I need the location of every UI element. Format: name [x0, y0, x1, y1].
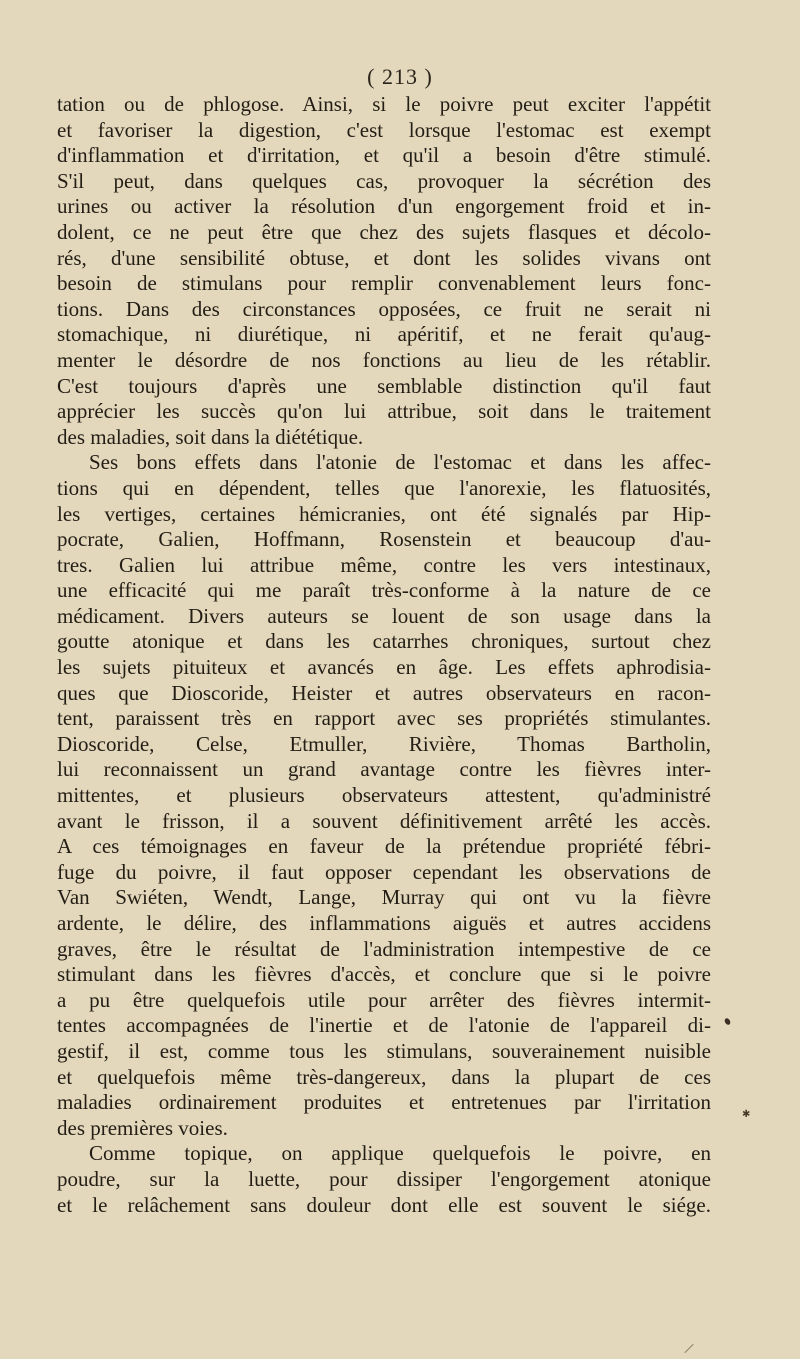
text-line: tions. Dans des circonstances opposées, ce fruit ne serait ni — [57, 296, 711, 321]
text-line: et quelquefois même très-dangereux, dans la plupart de ces — [57, 1064, 711, 1089]
text-line: S'il peut, dans quelques cas, provoquer la sécrétion des — [57, 168, 711, 193]
text-line: A ces témoignages en faveur de la prétendue propriété fébri- — [57, 834, 711, 859]
text-line: mittentes, et plusieurs observateurs attestent, qu'administré — [57, 783, 711, 808]
text-line: et favoriser la digestion, c'est lorsque l'estomac est exempt — [57, 117, 711, 142]
text-line: menter le désordre de nos fonctions au lieu de les rétablir. — [57, 347, 711, 372]
text-line: apprécier les succès qu'on lui attribue, soit dans le traitement — [57, 399, 711, 424]
text-line: des maladies, soit dans la diététique. — [57, 424, 364, 449]
text-line: avant le frisson, il a souvent définitivement arrêté les accès. — [57, 808, 711, 833]
text-line: tentes accompagnées de l'inertie et de l'atonie de l'appareil di- — [57, 1013, 711, 1038]
ink-blot-mark: ✱ — [742, 1109, 751, 1120]
text-line: les sujets pituiteux et avancés en âge. Les effets aphrodisia- — [57, 655, 711, 680]
text-line: rés, d'une sensibilité obtuse, et dont les solides vivans ont — [57, 245, 711, 270]
pencil-mark — [684, 1344, 693, 1353]
text-line: pocrate, Galien, Hoffmann, Rosenstein et beaucoup d'au- — [57, 527, 711, 552]
text-line: gestif, il est, comme tous les stimulans, souverainement nuisible — [57, 1038, 711, 1063]
text-line: d'inflammation et d'irritation, et qu'il a besoin d'être stimulé. — [57, 143, 711, 168]
text-line: fuge du poivre, il faut opposer cependant les observations de — [57, 859, 711, 884]
text-line: tent, paraissent très en rapport avec ses propriétés stimulantes. — [57, 706, 711, 731]
text-line: stimulant dans les fièvres d'accès, et conclure que si le poivre — [57, 962, 711, 987]
text-line: les vertiges, certaines hémicranies, ont été signalés par Hip- — [57, 501, 711, 526]
text-line: des premières voies. — [57, 1115, 228, 1140]
text-line: Ses bons effets dans l'atonie de l'estomac et dans les affec- — [89, 450, 711, 475]
text-line: Dioscoride, Celse, Etmuller, Rivière, Thomas Bartholin, — [57, 731, 711, 756]
text-line: goutte atonique et dans les catarrhes chroniques, surtout chez — [57, 629, 711, 654]
text-line: tions qui en dépendent, telles que l'anorexie, les flatuosités, — [57, 475, 711, 500]
text-line: stomachique, ni diurétique, ni apéritif, et ne ferait qu'aug- — [57, 322, 711, 347]
body-text — [57, 92, 711, 1218]
text-line: médicament. Divers auteurs se louent de son usage dans la — [57, 603, 711, 628]
text-line: a pu être quelquefois utile pour arrêter des fièvres intermit- — [57, 987, 711, 1012]
page-number: ( 213 ) — [367, 64, 433, 89]
ink-spot — [724, 1017, 732, 1026]
text-line: graves, être le résultat de l'administration intempestive de ce — [57, 936, 711, 961]
text-line: Comme topique, on applique quelquefois le poivre, en — [89, 1141, 711, 1166]
text-line: poudre, sur la luette, pour dissiper l'engorgement atonique — [57, 1166, 711, 1191]
text-line: et le relâchement sans douleur dont elle est souvent le siége. — [57, 1192, 711, 1217]
text-line: dolent, ce ne peut être que chez des sujets flasques et décolo- — [57, 219, 711, 244]
text-line: une efficacité qui me paraît très-conforme à la nature de ce — [57, 578, 711, 603]
text-line: C'est toujours d'après une semblable distinction qu'il faut — [57, 373, 711, 398]
text-line: Van Swiéten, Wendt, Lange, Murray qui ont vu la fièvre — [57, 885, 711, 910]
text-line: lui reconnaissent un grand avantage contre les fièvres inter- — [57, 757, 711, 782]
text-line: maladies ordinairement produites et entretenues par l'irritation — [57, 1090, 711, 1115]
text-line: tation ou de phlogose. Ainsi, si le poivre peut exciter l'appétit — [57, 92, 711, 116]
text-line: ardente, le délire, des inflammations aiguës et autres accidens — [57, 911, 711, 935]
text-line: tres. Galien lui attribue même, contre les vers intestinaux, — [57, 552, 711, 577]
text-line: ques que Dioscoride, Heister et autres observateurs en racon- — [57, 680, 711, 705]
text-line: besoin de stimulans pour remplir convenablement leurs fonc- — [57, 271, 711, 296]
text-line: urines ou activer la résolution d'un engorgement froid et in- — [57, 194, 711, 219]
